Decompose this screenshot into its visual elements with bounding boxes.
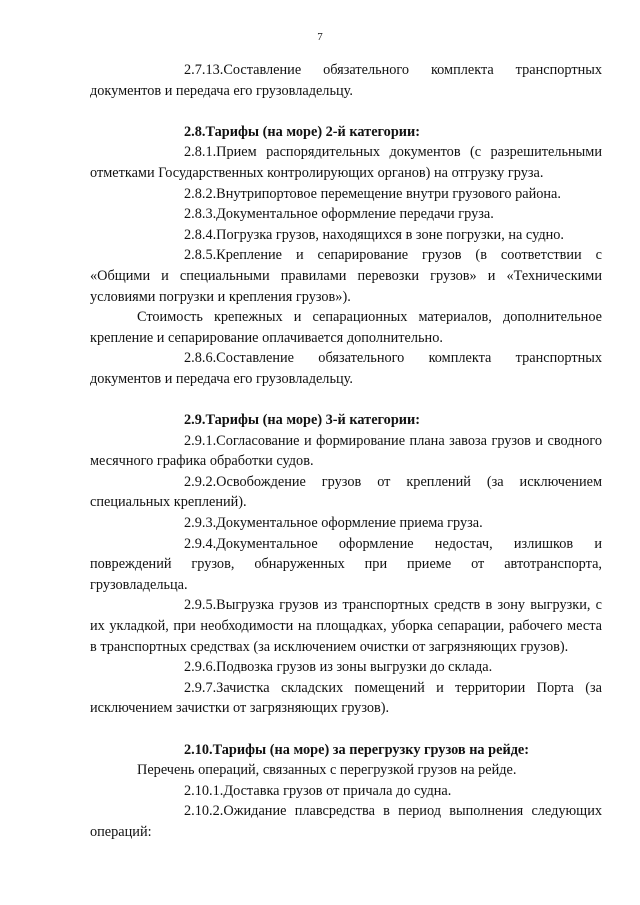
paragraph	[90, 513, 602, 534]
paragraph	[90, 245, 602, 307]
clause-number: 2.8.1.	[184, 144, 217, 161]
clause-text: Составление обязательного комплекта транспортных документов и передача его грузовладельцу.	[90, 350, 602, 387]
paragraph	[90, 225, 602, 246]
section-title: Тарифы (на море) 3-й категории:	[205, 412, 421, 429]
clause-text: Перечень операций, связанных с перегрузкой грузов на рейде.	[137, 762, 517, 779]
paragraph	[90, 472, 602, 513]
clause-number: 2.9.1.	[184, 432, 217, 449]
paragraph	[90, 204, 602, 225]
section-heading	[90, 410, 602, 431]
paragraph	[90, 307, 602, 348]
clause-text: Освобождение грузов от креплений (за исключением специальных креплений).	[90, 473, 602, 511]
paragraph	[90, 678, 602, 719]
clause-number: 2.8.6.	[184, 350, 217, 367]
document-body	[90, 60, 602, 843]
clause-text: Документальное оформление приема груза.	[216, 515, 483, 532]
section-heading	[90, 740, 602, 761]
section-heading	[90, 122, 602, 143]
clause-text: Составление обязательного комплекта транспортных документов и передача его грузовладельцу.	[90, 62, 602, 99]
clause-text: Внутрипортовое перемещение внутри грузового района.	[216, 185, 561, 202]
section-number: 2.9.	[184, 412, 206, 429]
clause-number: 2.9.3.	[184, 515, 217, 532]
paragraph	[90, 595, 602, 657]
clause-number: 2.10.2.	[184, 803, 224, 820]
clause-text: Ожидание плавсредства в период выполнения следующих операций:	[90, 803, 602, 840]
clause-text: Крепление и сепарирование грузов (в соответствии с «Общими и специальными правилами перевозки грузов» и «Техническими условиями погрузки и крепления грузов»).	[90, 247, 602, 305]
paragraph	[90, 142, 602, 183]
clause-number: 2.8.3.	[184, 206, 217, 223]
clause-number: 2.9.7.	[184, 679, 217, 696]
paragraph	[90, 60, 602, 101]
clause-number: 2.8.4.	[184, 226, 217, 243]
clause-text: Погрузка грузов, находящихся в зоне погрузки, на судно.	[216, 226, 564, 243]
clause-text: Документальное оформление передачи груза.	[216, 206, 494, 223]
section-title: Тарифы (на море) 2-й категории:	[205, 123, 421, 140]
clause-text: Согласование и формирование плана завоза грузов и сводного месячного графика обработки судов.	[90, 432, 602, 470]
section-number: 2.8.	[184, 123, 206, 140]
paragraph	[90, 760, 602, 781]
paragraph	[90, 184, 602, 205]
clause-number: 2.9.4.	[184, 535, 217, 552]
clause-number: 2.9.2.	[184, 473, 217, 490]
paragraph	[90, 534, 602, 596]
clause-text: Выгрузка грузов из транспортных средств в зону выгрузки, с их укладкой, при необходимости на площадках, уборка сепарации, рабочего места в транспортных средствах (за исключением очистки от загрязняющих грузов).	[90, 597, 602, 655]
section-title: Тарифы (на море) за перегрузку грузов на рейде:	[212, 741, 530, 758]
clause-number: 2.8.5.	[184, 247, 217, 264]
clause-number: 2.9.6.	[184, 659, 217, 676]
clause-text: Прием распорядительных документов (с разрешительными отметками Государственных контролирующих органов) на отгрузку груза.	[90, 144, 602, 181]
clause-text: Стоимость крепежных и сепарационных материалов, дополнительное крепление и сепарирование оплачивается дополнительно.	[90, 309, 602, 346]
clause-text: Подвозка грузов из зоны выгрузки до склада.	[216, 659, 493, 676]
clause-text: Зачистка складских помещений и территории Порта (за исключением зачистки от загрязняющих грузов).	[90, 679, 602, 717]
section-number: 2.10.	[184, 741, 213, 758]
paragraph	[90, 801, 602, 842]
clause-text: Доставка грузов от причала до судна.	[223, 782, 452, 799]
paragraph	[90, 657, 602, 678]
paragraph	[90, 348, 602, 389]
page-number: 7	[317, 31, 323, 43]
clause-number: 2.8.2.	[184, 185, 217, 202]
clause-text: Документальное оформление недостач, излишков и повреждений грузов, обнаруженных при приеме от автотранспорта, грузовладельца.	[90, 535, 602, 593]
clause-number: 2.10.1.	[184, 782, 224, 799]
paragraph	[90, 431, 602, 472]
paragraph	[90, 781, 602, 802]
clause-number: 2.9.5.	[184, 597, 217, 614]
clause-number: 2.7.13.	[184, 62, 224, 78]
